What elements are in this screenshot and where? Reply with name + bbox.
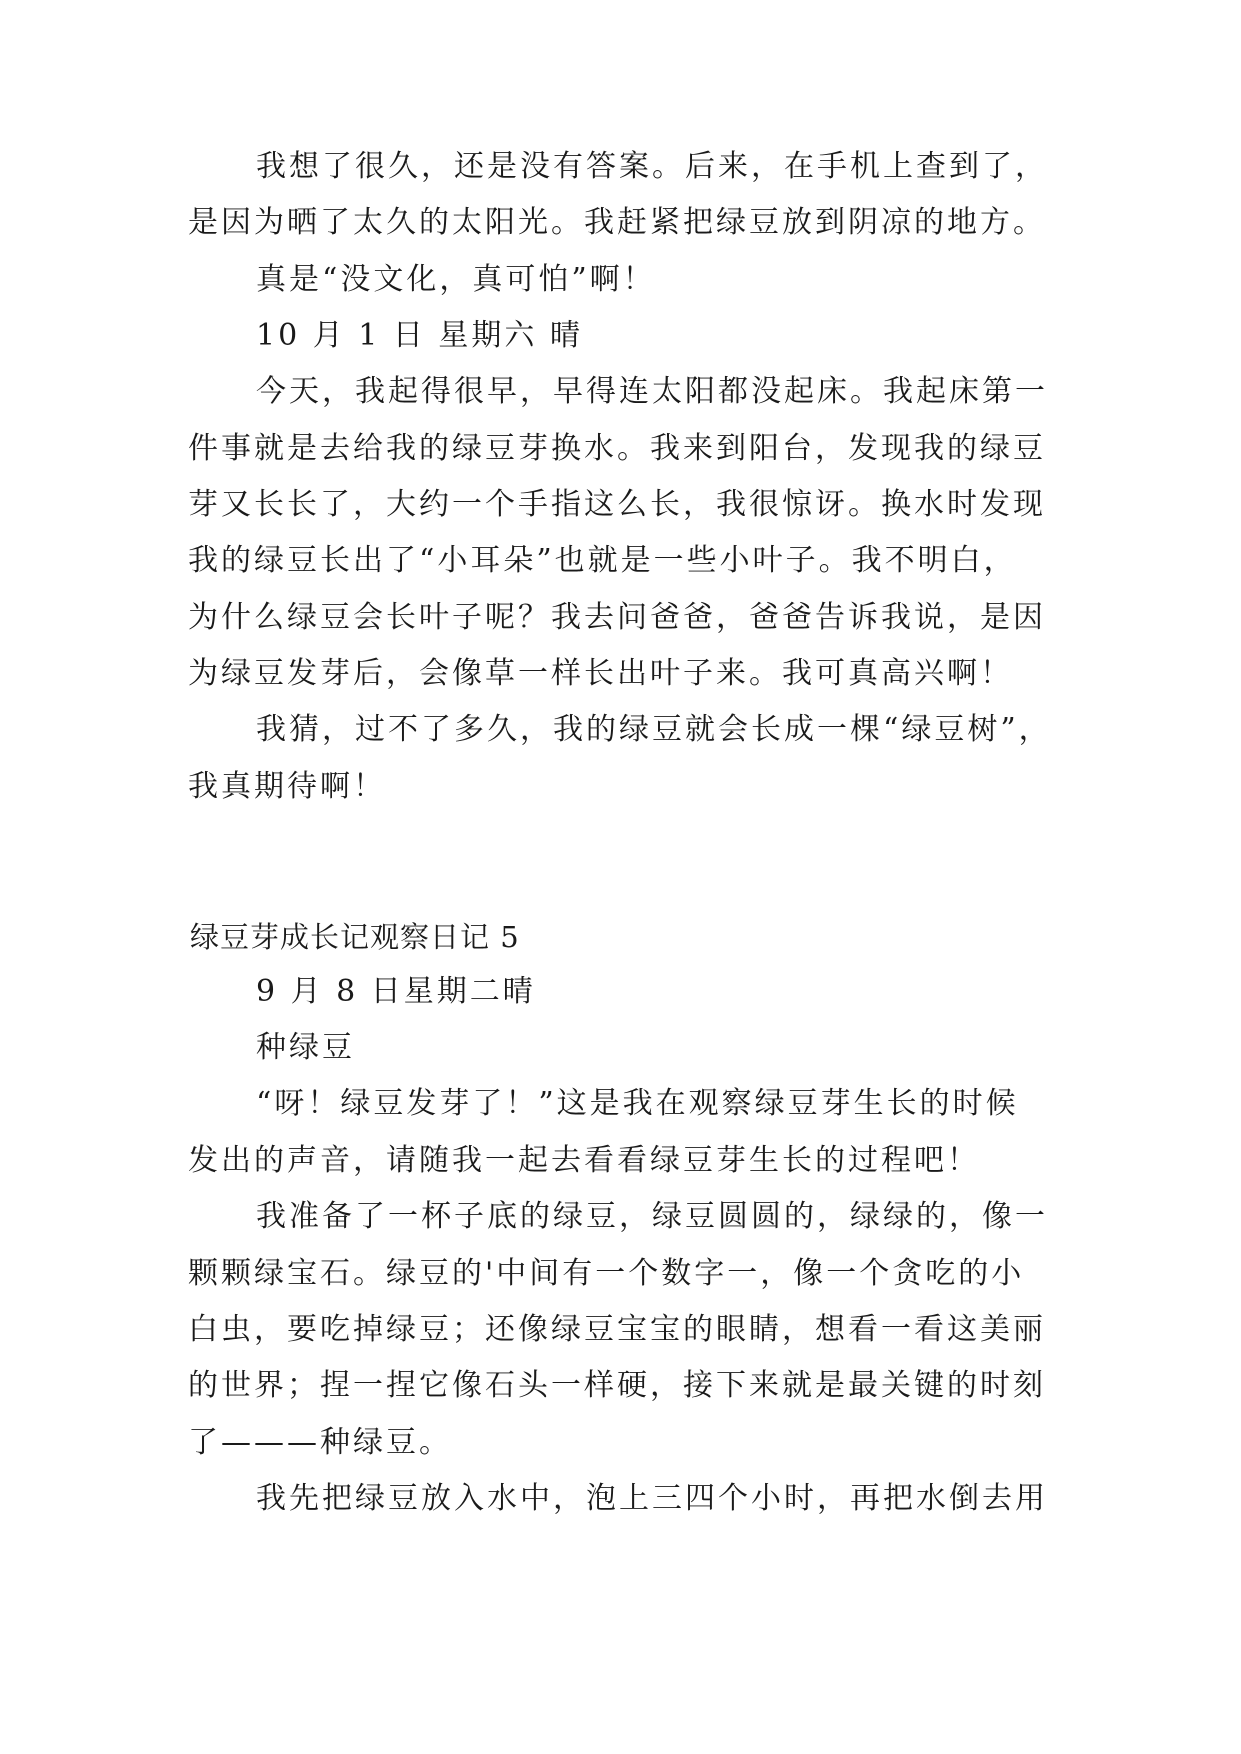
paragraph-line: 发出的声音，请随我一起去看看绿豆芽生长的过程吧！ — [188, 1143, 980, 1178]
paragraph-line: 我的绿豆长出了“小耳朵”也就是一些小叶子。我不明白， — [188, 543, 1017, 578]
paragraph-line: 颗颗绿宝石。绿豆的'中间有一个数字一，像一个贪吃的小 — [188, 1256, 1025, 1291]
paragraph-line: 为绿豆发芽后，会像草一样长出叶子来。我可真高兴啊！ — [188, 656, 1013, 691]
paragraph-line: 我真期待啊！ — [188, 769, 386, 804]
paragraph-line: “呀！绿豆发芽了！”这是我在观察绿豆芽生长的时候 — [256, 1086, 1019, 1121]
paragraph-line: 今天，我起得很早，早得连太阳都没起床。我起床第一 — [256, 374, 1048, 409]
paragraph-line: 我准备了一杯子底的绿豆，绿豆圆圆的，绿绿的，像一 — [256, 1199, 1048, 1234]
paragraph-line: 件事就是去给我的绿豆芽换水。我来到阳台，发现我的绿豆 — [188, 431, 1046, 466]
paragraph-line: 我猜，过不了多久，我的绿豆就会长成一棵“绿豆树”， — [256, 712, 1052, 747]
paragraph-line: 芽又长长了，大约一个手指这么长，我很惊讶。换水时发现 — [188, 487, 1046, 522]
paragraph-line: 我先把绿豆放入水中，泡上三四个小时，再把水倒去用 — [256, 1481, 1048, 1516]
diary-heading: 种绿豆 — [256, 1030, 355, 1065]
diary-date: 10 月 1 日 星期六 晴 — [256, 318, 583, 353]
paragraph-line: 我想了很久，还是没有答案。后来，在手机上查到了， — [256, 149, 1048, 184]
paragraph-line: 是因为晒了太久的太阳光。我赶紧把绿豆放到阴凉的地方。 — [188, 205, 1046, 240]
paragraph-line: 的世界；捏一捏它像石头一样硬，接下来就是最关键的时刻 — [188, 1368, 1046, 1403]
paragraph-line: 为什么绿豆会长叶子呢？我去问爸爸，爸爸告诉我说，是因 — [188, 600, 1046, 635]
paragraph-line: 白虫，要吃掉绿豆；还像绿豆宝宝的眼睛，想看一看这美丽 — [188, 1312, 1046, 1347]
paragraph-line: 真是“没文化，真可怕”啊！ — [256, 262, 656, 297]
paragraph-line: 了———种绿豆。 — [188, 1425, 452, 1460]
section-title: 绿豆芽成长记观察日记 5 — [190, 920, 520, 954]
diary-date: 9 月 8 日星期二晴 — [256, 974, 536, 1009]
